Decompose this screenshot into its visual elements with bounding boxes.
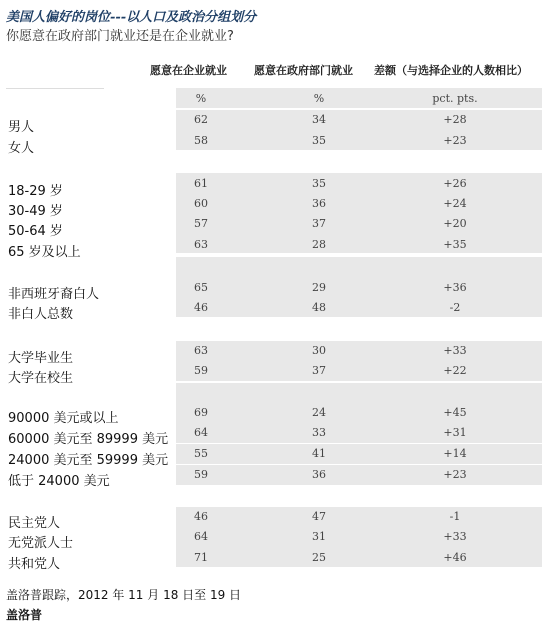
cell-government: 48 bbox=[312, 301, 326, 314]
cell-difference: +23 bbox=[443, 134, 467, 147]
cell-business: 60 bbox=[194, 197, 208, 210]
page-title: 美国人偏好的岗位---以人口及政治分组划分 bbox=[6, 10, 257, 25]
cell-difference: +35 bbox=[443, 238, 467, 251]
column-header-government: 愿意在政府部门就业 bbox=[254, 64, 353, 77]
cell-government: 28 bbox=[312, 238, 326, 251]
cell-business: 61 bbox=[194, 177, 208, 190]
row-label: 18-29 岁 bbox=[8, 184, 63, 199]
brand-name: 盖洛普 bbox=[6, 608, 43, 622]
cell-government: 37 bbox=[312, 364, 326, 377]
cell-difference: +26 bbox=[443, 177, 467, 190]
cell-government: 24 bbox=[312, 406, 326, 419]
cell-government: 30 bbox=[312, 344, 326, 357]
cell-business: 65 bbox=[194, 281, 208, 294]
cell-government: 33 bbox=[312, 426, 326, 439]
row-label: 50-64 岁 bbox=[8, 224, 63, 239]
row-label: 男人 bbox=[8, 120, 35, 135]
cell-difference: +36 bbox=[443, 281, 467, 294]
column-header-business: 愿意在企业就业 bbox=[150, 64, 227, 77]
cell-government: 35 bbox=[312, 134, 326, 147]
row-label: 共和党人 bbox=[8, 557, 61, 572]
cell-difference: +45 bbox=[443, 406, 467, 419]
row-label: 65 岁及以上 bbox=[8, 245, 81, 260]
row-label: 女人 bbox=[8, 141, 35, 156]
table-band bbox=[176, 257, 542, 277]
cell-business: 59 bbox=[194, 364, 208, 377]
cell-government: 35 bbox=[312, 177, 326, 190]
cell-business: 64 bbox=[194, 530, 208, 543]
cell-difference: +22 bbox=[443, 364, 467, 377]
unit-difference: pct. pts. bbox=[432, 92, 478, 105]
cell-business: 64 bbox=[194, 426, 208, 439]
cell-government: 36 bbox=[312, 197, 326, 210]
row-label: 大学毕业生 bbox=[8, 351, 74, 366]
survey-question: 你愿意在政府部门就业还是在企业就业? bbox=[6, 29, 234, 44]
row-label: 24000 美元至 59999 美元 bbox=[8, 453, 169, 468]
cell-business: 58 bbox=[194, 134, 208, 147]
cell-difference: +24 bbox=[443, 197, 467, 210]
cell-difference: +28 bbox=[443, 113, 467, 126]
cell-business: 55 bbox=[194, 447, 208, 460]
cell-difference: -2 bbox=[449, 301, 461, 314]
cell-difference: +14 bbox=[443, 447, 467, 460]
cell-difference: +46 bbox=[443, 551, 467, 564]
divider bbox=[6, 88, 104, 89]
source-note: 盖洛普跟踪，2012 年 11 月 18 日至 19 日 bbox=[6, 588, 242, 602]
row-label: 非西班牙裔白人 bbox=[8, 287, 100, 302]
cell-government: 47 bbox=[312, 510, 326, 523]
cell-government: 29 bbox=[312, 281, 326, 294]
unit-business: % bbox=[195, 92, 207, 105]
cell-business: 46 bbox=[194, 510, 208, 523]
row-label: 60000 美元至 89999 美元 bbox=[8, 432, 169, 447]
cell-business: 71 bbox=[194, 551, 208, 564]
cell-business: 62 bbox=[194, 113, 208, 126]
cell-business: 46 bbox=[194, 301, 208, 314]
row-label: 大学在校生 bbox=[8, 371, 74, 386]
cell-business: 59 bbox=[194, 468, 208, 481]
cell-difference: -1 bbox=[449, 510, 461, 523]
cell-government: 34 bbox=[312, 113, 326, 126]
cell-business: 69 bbox=[194, 406, 208, 419]
cell-difference: +31 bbox=[443, 426, 467, 439]
cell-difference: +23 bbox=[443, 468, 467, 481]
row-label: 非白人总数 bbox=[8, 307, 74, 322]
cell-government: 25 bbox=[312, 551, 326, 564]
cell-government: 41 bbox=[312, 447, 326, 460]
cell-difference: +20 bbox=[443, 217, 467, 230]
cell-business: 63 bbox=[194, 238, 208, 251]
row-label: 30-49 岁 bbox=[8, 204, 63, 219]
cell-difference: +33 bbox=[443, 344, 467, 357]
row-label: 无党派人士 bbox=[8, 536, 74, 551]
cell-difference: +33 bbox=[443, 530, 467, 543]
row-label: 90000 美元或以上 bbox=[8, 411, 119, 426]
cell-business: 63 bbox=[194, 344, 208, 357]
unit-government: % bbox=[313, 92, 325, 105]
row-label: 民主党人 bbox=[8, 516, 61, 531]
cell-government: 31 bbox=[312, 530, 326, 543]
cell-government: 36 bbox=[312, 468, 326, 481]
cell-government: 37 bbox=[312, 217, 326, 230]
cell-business: 57 bbox=[194, 217, 208, 230]
column-header-difference: 差额（与选择企业的人数相比） bbox=[374, 64, 528, 77]
row-label: 低于 24000 美元 bbox=[8, 474, 110, 489]
table-band bbox=[176, 383, 542, 403]
